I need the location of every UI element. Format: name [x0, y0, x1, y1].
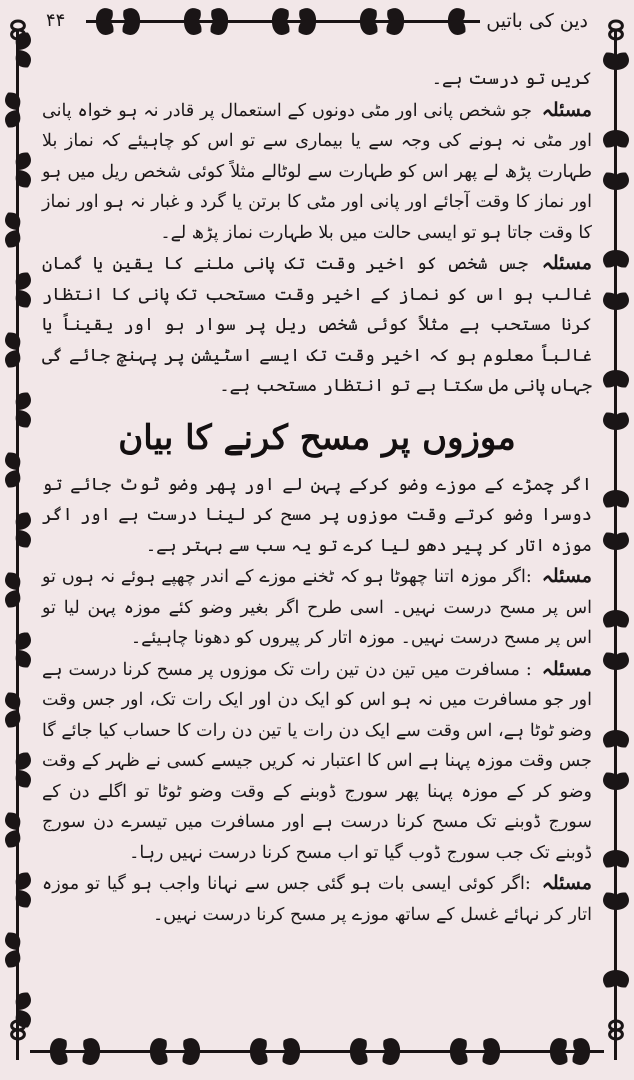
paragraph: [42, 470, 592, 562]
masala-paragraph: [42, 654, 592, 869]
page-number: ۴۴: [40, 10, 71, 31]
masala-label: مسئلہ: [541, 252, 592, 274]
masala-paragraph: [42, 868, 592, 930]
paragraph: [42, 64, 592, 95]
paragraph-text: :اگر کوئی ایسی بات ہو گئی جس سے نہانا واجب ہو گیا تو موزہ اتار کر نہائے غسل کے ساتھ موزے پر مسح کرنا درست نہیں۔: [42, 874, 592, 925]
border-bottom: [30, 1034, 604, 1068]
paragraph-text: جس شخص کو اخیر وقت تک پانی ملنے کا یقین یا گمان غالب ہو اس کو نماز کے اخیر وقت مستحب تک پانی کا انتظار کرنا مستحب ہے مثلاً کوئی شخص ریل پر سوار ہو اور یقیناً یا غالباً معلوم ہو کہ اخیر وقت تک ایسے اسٹیشن پر پہنچ جائے گی جہاں پانی مل سکتا ہے تو انتظار مستحب ہے۔: [42, 254, 592, 396]
running-title: دین کی باتیں: [480, 10, 594, 32]
page-body: [42, 64, 592, 1024]
masala-paragraph: [42, 561, 592, 654]
border-right: [600, 21, 633, 1060]
masala-label: مسئلہ: [541, 872, 592, 894]
masala-label: مسئلہ: [541, 98, 592, 121]
section-heading: موزوں پر مسح کرنے کا بیان: [118, 417, 516, 458]
masala-label: مسئلہ: [541, 657, 592, 680]
masala-paragraph: [42, 95, 592, 249]
paragraph-text: : مسافرت میں تین دن تین رات تک موزوں پر مسح کرنا درست ہے اور جو مسافرت میں نہ ہو اس کو ایک دن اور ایک رات تک، اور جس وقت وضو ٹوٹا ہے، اس وقت سے ایک دن رات یا تین دن رات کا حساب کیا جائے گا جس وقت موزہ پہنا ہے اس کا اعتبار نہ کریں جیسے کسی نے ظہر کے وقت وضو کر کے موزہ پہنا پھر سورج ڈوبنے کے وقت وضو ٹوٹا تو اگلے دن کے سورج ڈوبنے تک مسح کرنا درست ہے اور مسافرت میں تیسرے دن سورج ڈوبنے تک جب سورج ڈوب گیا تو اب مسح کرنا درست نہیں رہا۔: [42, 659, 592, 863]
page-header: [40, 8, 594, 40]
paragraph-text: :اگر موزہ اتنا چھوٹا ہو کہ ٹخنے موزے کے اندر چھپے ہوئے نہ ہوں تو اس پر مسح درست نہیں۔ اسی طرح اگر بغیر وضو کئے موزہ پہن لیا تو اس پر مسح درست نہیں۔ موزہ اتار کر پیروں کو دھونا چاہیئے۔: [42, 567, 592, 648]
paragraph-text: اگر چمڑے کے موزے وضو کرکے پہن لے اور پھر وضو ٹوٹ جائے تو دوسرا وضو کرتے وقت موزوں پر مسح کر لینا درست ہے اور اگر موزہ اتار کر پیر دھو لیا کرے تو یہ سب سے بہتر ہے۔: [42, 474, 592, 556]
paragraph-text: کریں تو درست ہے۔: [431, 69, 592, 89]
paragraph-text: جو شخص پانی اور مٹی دونوں کے استعمال پر قادر نہ ہو خواہ پانی اور مٹی نہ ہونے کی وجہ سے یا بیماری سے تو اس کو چاہیئے کہ نماز بلا طہارت پڑھ لے پھر اس کو طہارت سے لوٹالے مثلاً کوئی شخص ریل میں ہو اور نماز کا وقت آجائے اور پانی اور مٹی کا برتن یا گرد و غبار نہ ہو اور نماز کا وقت جاتا ہو تو ایسی حالت میں بلا طہارت نماز پڑھ لے۔: [42, 100, 592, 243]
masala-label: مسئلہ: [541, 565, 592, 587]
masala-paragraph: [42, 248, 592, 402]
border-left: [2, 21, 35, 1060]
